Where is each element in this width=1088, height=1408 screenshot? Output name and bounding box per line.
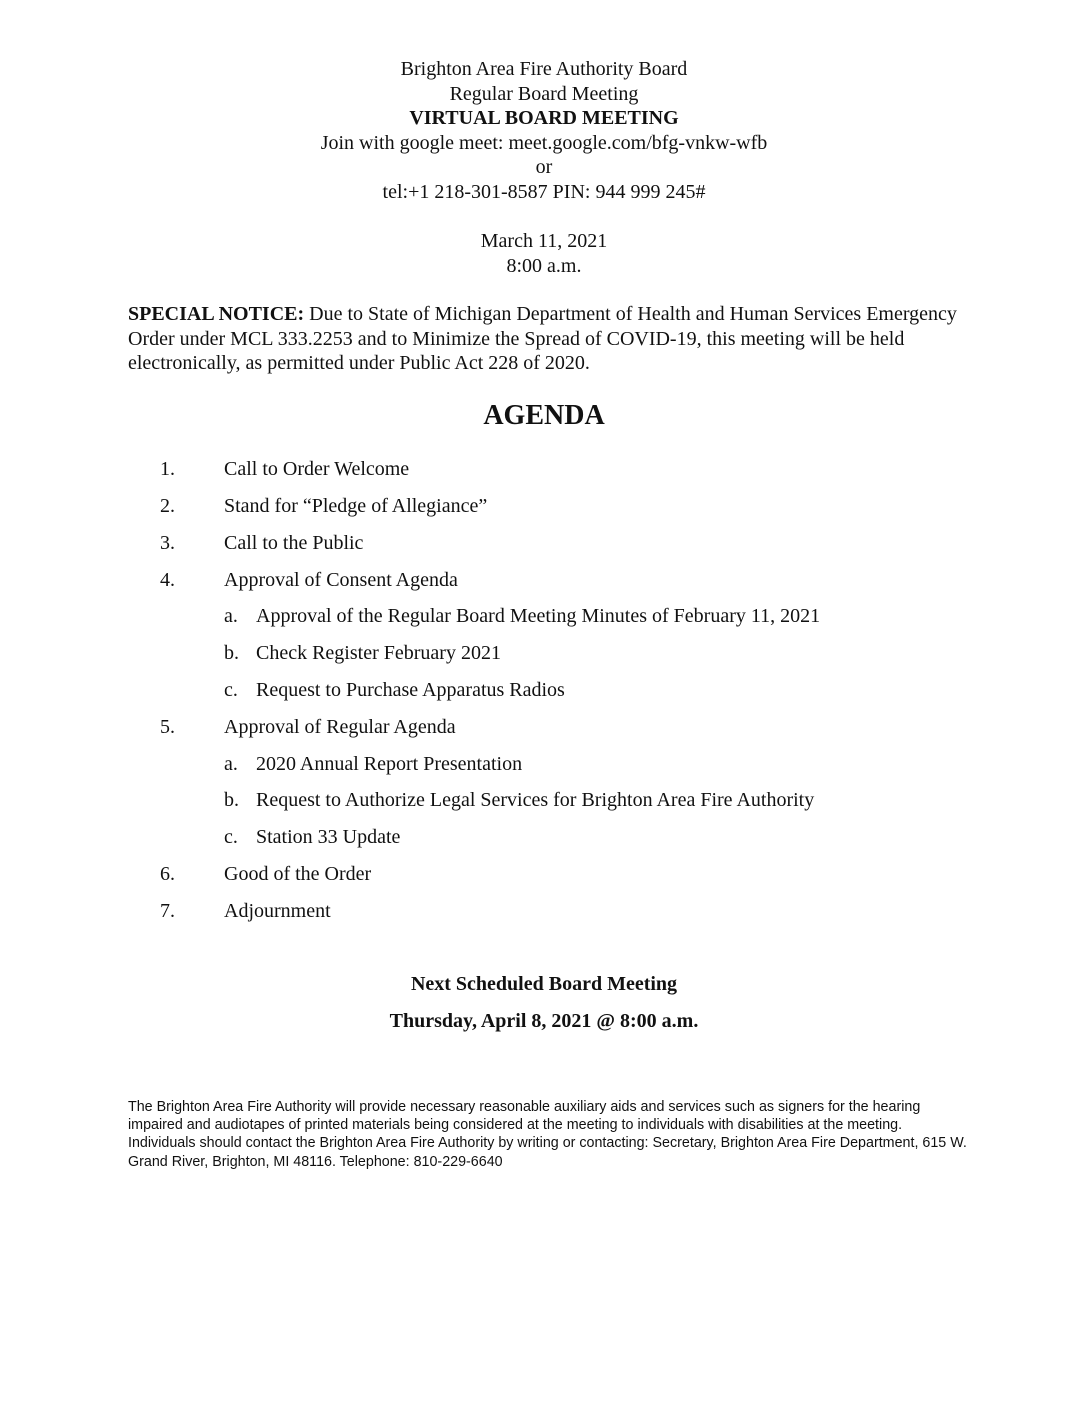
agenda-item-number: 3. xyxy=(160,532,175,554)
next-meeting-title: Next Scheduled Board Meeting xyxy=(410,973,678,995)
next-meeting-date: Thursday, April 8, 2021 @ 8:00 a.m. xyxy=(389,1010,699,1032)
meeting-time: 8:00 a.m. xyxy=(506,254,582,277)
agenda-subitem-letter: a. xyxy=(224,753,238,775)
agenda-subitem-label: Request to Authorize Legal Services for Brighton Area Fire Authority xyxy=(256,789,815,811)
agenda-subitem-label: 2020 Annual Report Presentation xyxy=(256,753,523,775)
agenda-subitem-letter: b. xyxy=(224,642,239,664)
agenda-subitem-label: Request to Purchase Apparatus Radios xyxy=(256,679,565,701)
meeting-header xyxy=(0,57,1088,204)
virtual-meeting-title: VIRTUAL BOARD MEETING xyxy=(409,107,679,129)
agenda-item-number: 6. xyxy=(160,863,175,885)
agenda-item-label: Approval of Consent Agenda xyxy=(224,569,458,591)
agenda-subitem-label: Approval of the Regular Board Meeting Minutes of February 11, 2021 xyxy=(256,605,821,627)
or-separator: or xyxy=(535,156,553,178)
agenda-item-number: 1. xyxy=(160,458,175,480)
agenda-subitem-letter: c. xyxy=(224,826,238,848)
agenda-item-number: 5. xyxy=(160,716,175,738)
agenda-item-label: Call to the Public xyxy=(224,532,364,554)
meeting-date: March 11, 2021 xyxy=(480,230,608,252)
special-notice-text: Due to State of Michigan Department of Health and Human Services Emergency Order under MCL 333.2253 and to Minimize the Spread of COVID-19, this meeting will be held electronically, as permitted under Public Act 228 of 2020. xyxy=(128,303,957,374)
special-notice-label: SPECIAL NOTICE: xyxy=(128,303,305,325)
agenda-item-label: Stand for “Pledge of Allegiance” xyxy=(224,495,488,517)
agenda-subitem-letter: a. xyxy=(224,605,238,627)
organization-name: Brighton Area Fire Authority Board xyxy=(400,58,688,80)
agenda-item-number: 7. xyxy=(160,900,175,922)
meeting-datetime xyxy=(0,229,1088,278)
agenda-subitem-label: Check Register February 2021 xyxy=(256,642,501,664)
agenda-title: AGENDA xyxy=(483,400,605,431)
agenda-item-number: 2. xyxy=(160,495,175,517)
agenda-subitem-letter: b. xyxy=(224,789,239,811)
agenda-subitem-label: Station 33 Update xyxy=(256,826,401,848)
accessibility-footer: The Brighton Area Fire Authority will provide necessary reasonable auxiliary aids and services such as signers for the hearing impaired and audiotapes of printed materials being considered at the meeting to individuals with disabilities at the meeting. Individuals should contact the Brighton Area Fire Authority by writing or contacting: Secretary, Brighton Area Fire Department, 615 W. Grand River, Brighton, MI 48116. Telephone: 810-229-6640 xyxy=(128,1099,967,1170)
google-meet-link: Join with google meet: meet.google.com/bfg-vnkw-wfb xyxy=(320,131,768,154)
phone-pin: tel:+1 218-301-8587 PIN: 944 999 245# xyxy=(382,180,706,203)
special-notice xyxy=(128,302,988,376)
agenda-item-label: Good of the Order xyxy=(224,863,372,885)
agenda-item-label: Adjournment xyxy=(224,900,331,922)
agenda-item-number: 4. xyxy=(160,569,175,591)
agenda-item-label: Approval of Regular Agenda xyxy=(224,716,456,738)
meeting-type: Regular Board Meeting xyxy=(449,82,639,105)
agenda-item-label: Call to Order Welcome xyxy=(224,458,410,480)
agenda-subitem-letter: c. xyxy=(224,679,238,701)
